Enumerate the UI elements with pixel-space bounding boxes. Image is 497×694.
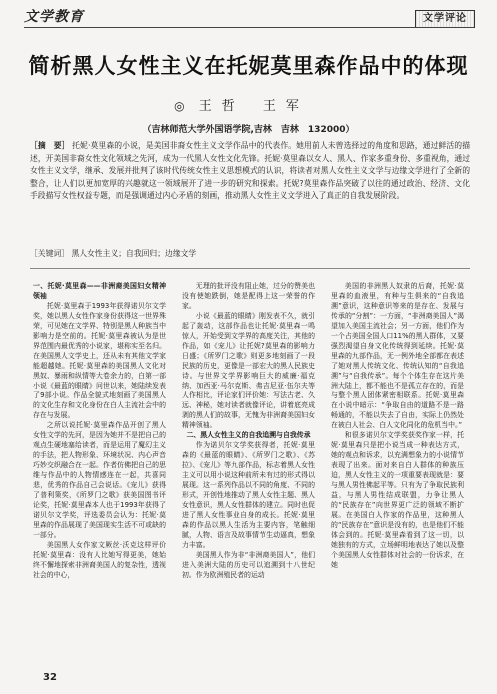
abstract-label: ［摘 要］ xyxy=(30,141,70,150)
body-column-3 xyxy=(331,282,464,571)
body-paragraph: 托妮·莫里森于1993年获得诺贝尔文学奖，她以黑人女性作家身份获得这一世界殊荣，可见她在文学界、特别是黑人种族当中影响力是空前的。托妮·莫里森被认为是世界范围内最优秀的小说家，堪称实至名归。在美国黑人文学史上，还从未有其他文学家能超越她。托妮·莫里森的美国黑人文化对黑奴、暴雨和纵情等大卷余力的，白第一部小说《最蓝的眼睛》问世以来，她陆续发表了9部小说。作品全貌式地刻画了美国黑人的文化生存和文化身份在白人主流社会中的存在与发展。 xyxy=(33,301,166,420)
article-title: 简析黑人女性主义在托妮莫里森作品中的体现 xyxy=(28,54,469,78)
body-paragraph: 小说《最蓝的眼睛》刚发表不久，就引起了轰动，这部作品也让托妮·莫里森一鸣惊人，开始受到文学界的高度关注，其他的作品，如《宠儿》让托妮?莫里森的影响力日盛；《所罗门之歌》则更多地刻画了一段民族的历史，更像是一部宏大的黑人民族史诗。与世界文学界影响巨大的威廉·福克纳、加西亚·马尔克斯、弗吉尼亚·伍尔夫等人作相比，评论家们评价她：写法古老、久远、神秘，她对读者就像评论，讲着底亮成剥的黑人们的故事，无愧为非洲裔美国妇女精神领袖。 xyxy=(182,311,315,430)
author-affiliation: （吉林师范大学外国语学院,吉林 吉林 132000） xyxy=(142,125,355,135)
body-paragraph: 美国的非洲黑人奴隶的后裔，托妮·莫里森的血液里，有种与生俱来的“自我追溯”意识，这种意识等来的是存在、发展与传承的“分割”：一方面，“非洲裔美国人”渴望加入美国主流社会；另一方面，他们作为一个占美国全国人口11%的黑人群体，又要强烈渴望自身文化传统得到延续。托妮·莫里森的九部作品，无一例外地全部都在表述了她对黑人传统文化、传统认知的“自我追溯”与“自我传承”。每个个体生存在这片美洲大陆上，都不能也不是孤立存在的，而是与整个黑人团体紧密相联系。托妮·莫里森在小说中暗示：“争取自由的道路不是一路畅通的，不能以失去了自由，实际上仍然处在被白人社会、白人文化同化的危机当中。” xyxy=(331,282,464,430)
page-number: 32 xyxy=(43,672,57,683)
body-paragraph: 和很多诺贝尔文学奖获奖作家一样，托妮·莫里森只是把小说当成一种表达方式，她的观点和诉求，以充满想象力的小说情节表现了出来。面对来自白人群体的种族压迫，黑人女性主义的一项重要表现就是：要与黑人男性佛起平等。只有为了争取民族利益，与黑人男性结成联盟，力争让黑人的“民族存在”向世界更广泛的领域不断扩展。在美国白人作家的作品里，这种黑人的“民族存在”意识是没有的，也是他们不能体会到的。托妮·莫里森看到了这一切，以她独有的方式，立场鲜明地表达了她以及整个美国黑人女性群体对社会的一份诉求，在她 xyxy=(331,431,464,569)
author-bullet-icon: ◎ xyxy=(174,99,185,113)
body-paragraph: 之所以说托妮·莫里森作品开创了黑人女性文学的先河，是因为她并不是把自己的观点生硬地塞给读者，而是运用了魔幻主义的手法，把人物形象、环境状况、内心声音巧妙交织融合在一起。作者仿佛把自己的思维与作品中的人物情感连在一起，共喜同悲，优秀的作品自己会说话。《宠儿》获得了普利策奖，《所罗门之歌》获美国图书评论奖，托妮·莫里森本人也于1993年获得了诺贝尔文学奖，评选委员会认为：托妮·莫里森的作品展现了美国现实生活不可或缺的一部分。 xyxy=(33,421,166,539)
section-divider xyxy=(30,268,470,269)
keywords-label: ［关键词］ xyxy=(30,249,69,258)
body-paragraph: 美国黑人作为非“非洲裔美国人”，他们进入美洲大陆的历史可以追溯到十八世纪初。作为欧洲殖民者的运动 xyxy=(182,550,315,579)
body-paragraph: 无理的批评没有阻止她，过分的赞美也没有使她跌倒，她是配得上这一荣誉的作家。 xyxy=(182,282,315,310)
abstract-text: 托妮·莫里森的小说，是美国非裔女性主义文学作品中的代表作。她用前人未曾选择过的角度和思路，通过鲜活的描述，开美国非裔女性文化领域之先河，成为一代黑人女性文化先锋。托妮·莫里森以女人、黑人、作家多重身份、多重视角，通过女性主义文学，继承、发展并批判了该时代传统女性主义思想模式的认识，将读者对黑人女性主义文学与边缘文学进行了全新的整合，让人们以更加宽厚的兴趣就这一领域展开了进一步的研究和探索。托妮?莫里森作品突破了以往的通过政治、经济、文化手段描写女性权益专题，而是强调通过内心矛盾的刻画，推动黑人女性主义文学进入了真正的自我发展阶段。 xyxy=(30,141,470,201)
body-paragraph: 美国黑人女作家文厥丝·沃克这样评价托妮·莫里森：没有人比她写得更美，她始终不懈地探索非洲裔美国人的复杂性，透视社会的中心， xyxy=(33,540,166,579)
author-name: 王哲 xyxy=(198,99,245,114)
abstract xyxy=(30,140,470,203)
journal-logo: 文学教育 xyxy=(24,9,84,25)
keywords xyxy=(30,248,470,259)
author-name: 王军 xyxy=(262,99,309,114)
body-column-2 xyxy=(182,282,315,581)
column-tag: 文学评论 xyxy=(415,10,475,28)
section-heading: 二、黑人女性主义的自我追溯与自我传承 xyxy=(186,431,311,440)
page-header xyxy=(0,0,497,34)
header-rule xyxy=(24,27,474,28)
author-line xyxy=(0,95,497,114)
body-column-1 xyxy=(33,282,166,581)
keywords-text: 黑人女性主义；自我回归；边缘文学 xyxy=(71,249,197,258)
body-paragraph: 作为诺贝尔文学奖获得者，托妮·莫里森的《最蓝的眼睛》、《所罗门之歌》、《苏拉》、《宠儿》等九部作品，标志着黑人女性主义可以用小说这种前所未有过的形式得以展现。这一系列作品以不同的角度、不同的形式，开创性地推动了黑人女性主题、黑人女性意识，黑人女性群体的建立。同时也促进了黑人女性事业自身的成长。托妮·莫里森的作品以黑人生活为主要内容，笔触细腻，人物、语言及故事情节生动逼真，想象力丰富。 xyxy=(182,441,315,549)
section-heading: 一、托妮·莫里森——非洲裔美国妇女精神领袖 xyxy=(33,282,166,300)
